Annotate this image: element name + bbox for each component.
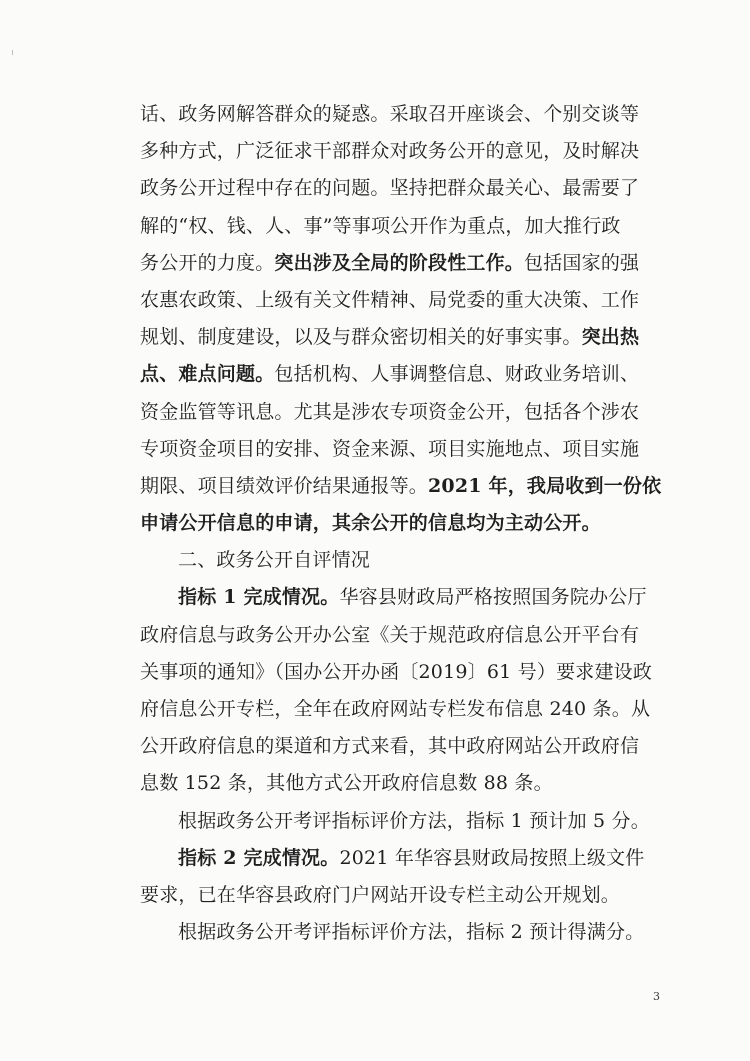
- plain-text: 包括机构、人事调整信息、财政业务培训、: [274, 363, 640, 386]
- paragraph-line: 府信息公开专栏，全年在政府网站专栏发布信息 240 条。从: [140, 698, 651, 720]
- plain-text: 2021 年华容县财政局按照上级文件: [339, 846, 645, 869]
- paragraph-line: 关事项的通知》（国办公开办函〔2019〕61 号）要求建设政: [140, 660, 653, 683]
- paragraph-line: 专项资金项目的安排、资金来源、项目实施地点、项目实施: [140, 437, 640, 460]
- paragraph-line: [140, 840, 645, 877]
- plain-text: 华容县财政局严格按照国务院办公厅: [339, 586, 647, 609]
- paragraph-line: 要求，已在华容县政府门户网站开设专栏主动公开规划。: [140, 883, 621, 906]
- bold-emphasis: 指标 2 完成情况。: [178, 846, 340, 869]
- paragraph-line: [140, 579, 647, 616]
- paragraph-line: 政府信息与政务公开办公室《关于规范政府信息公开平台有: [140, 623, 640, 646]
- paragraph-line: 话、政务网解答群众的疑惑。采取召开座谈会、个别交谈等: [140, 103, 640, 125]
- paragraph-line: 申请公开信息的申请，其余公开的信息均为主动公开。: [140, 512, 601, 535]
- plain-text: 期限、项目绩效评价结果通报等。: [140, 474, 429, 497]
- page-number: 3: [653, 990, 660, 1003]
- plain-text: 包括国家的强: [524, 251, 640, 274]
- paragraph-line: 息数 152 条，其他方式公开政府信息数 88 条。: [140, 772, 553, 795]
- bold-emphasis: 2021 年，我局收到一份依: [428, 474, 662, 497]
- paragraph-line: [140, 468, 662, 505]
- plain-text: 务公开的力度。: [140, 251, 275, 274]
- paragraph-line: 资金监管等讯息。尤其是涉农专项资金公开，包括各个涉农: [140, 400, 640, 423]
- section-heading: 二、政务公开自评情况: [178, 549, 371, 572]
- paragraph-line: [140, 245, 640, 282]
- paragraph-line: 根据政务公开考评指标评价方法，指标 2 预计得满分。: [178, 921, 645, 944]
- paragraph-line: [140, 319, 640, 356]
- bold-emphasis: 点、难点问题。: [140, 363, 275, 386]
- paragraph-line: 政务公开过程中存在的问题。坚持把群众最关心、最需要了: [140, 177, 640, 200]
- paragraph-line: [140, 356, 640, 393]
- paragraph-line: 根据政务公开考评指标评价方法，指标 1 预计加 5 分。: [178, 809, 650, 832]
- paragraph-line: 公开政府信息的渠道和方式来看，其中政府网站公开政府信: [140, 735, 640, 758]
- paragraph-line: 解的“权、钱、人、事”等事项公开作为重点，加大推行政: [140, 214, 621, 237]
- plain-text: 规划、制度建设，以及与群众密切相关的好事实事。: [140, 326, 582, 349]
- bold-emphasis: 突出涉及全局的阶段性工作。: [274, 251, 525, 274]
- document-body: [140, 96, 662, 951]
- paragraph-line: 多种方式，广泛征求干部群众对政务公开的意见，及时解决: [140, 140, 640, 163]
- scan-artifact: [12, 50, 13, 55]
- bold-emphasis: 突出热: [581, 326, 640, 349]
- paragraph-line: 农惠农政策、上级有关文件精神、局党委的重大决策、工作: [140, 288, 640, 311]
- bold-emphasis: 指标 1 完成情况。: [178, 586, 340, 609]
